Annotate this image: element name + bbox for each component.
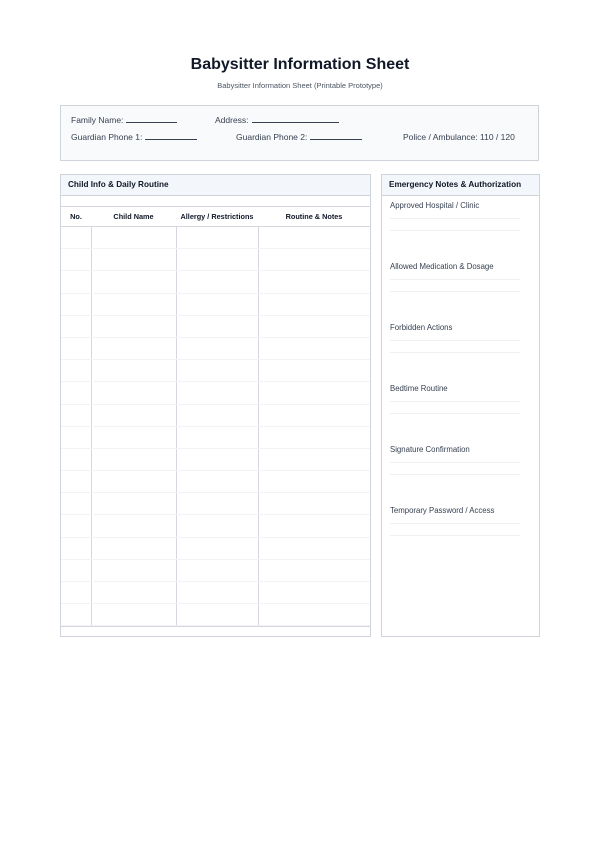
cell-routine[interactable] xyxy=(258,404,370,426)
guardian-phone-1-blank[interactable] xyxy=(145,138,197,140)
address-blank[interactable] xyxy=(252,121,339,123)
cell-allergy[interactable] xyxy=(176,582,258,604)
family-name-field[interactable] xyxy=(71,115,177,125)
cell-child-name[interactable] xyxy=(91,249,176,271)
cell-no[interactable] xyxy=(61,315,91,337)
cell-routine[interactable] xyxy=(258,227,370,249)
address-field[interactable] xyxy=(215,115,339,125)
guardian-phone-2-label: Guardian Phone 2: xyxy=(236,132,308,142)
note-write-line[interactable] xyxy=(390,401,520,402)
table-row xyxy=(61,382,370,404)
cell-no[interactable] xyxy=(61,604,91,626)
note-item xyxy=(382,318,539,379)
col-no: No. xyxy=(61,207,91,227)
cell-routine[interactable] xyxy=(258,293,370,315)
cell-no[interactable] xyxy=(61,515,91,537)
cell-allergy[interactable] xyxy=(176,537,258,559)
table-row xyxy=(61,582,370,604)
cell-no[interactable] xyxy=(61,537,91,559)
cell-routine[interactable] xyxy=(258,537,370,559)
cell-no[interactable] xyxy=(61,249,91,271)
note-label: Signature Confirmation xyxy=(390,445,470,454)
address-label: Address: xyxy=(215,115,249,125)
child-table xyxy=(61,207,370,626)
guardian-phone-1-label: Guardian Phone 1: xyxy=(71,132,143,142)
cell-no[interactable] xyxy=(61,559,91,581)
cell-allergy[interactable] xyxy=(176,227,258,249)
cell-child-name[interactable] xyxy=(91,382,176,404)
cell-routine[interactable] xyxy=(258,315,370,337)
cell-no[interactable] xyxy=(61,271,91,293)
cell-no[interactable] xyxy=(61,227,91,249)
table-row xyxy=(61,537,370,559)
cell-allergy[interactable] xyxy=(176,471,258,493)
cell-routine[interactable] xyxy=(258,582,370,604)
note-item xyxy=(382,440,539,501)
emergency-panel xyxy=(381,174,540,637)
table-footer xyxy=(61,626,370,638)
note-write-line[interactable] xyxy=(390,218,520,219)
cell-child-name[interactable] xyxy=(91,493,176,515)
cell-child-name[interactable] xyxy=(91,271,176,293)
cell-no[interactable] xyxy=(61,337,91,359)
cell-no[interactable] xyxy=(61,426,91,448)
note-write-line[interactable] xyxy=(390,462,520,463)
child-panel-title: Child Info & Daily Routine xyxy=(61,175,370,196)
cell-allergy[interactable] xyxy=(176,271,258,293)
cell-allergy[interactable] xyxy=(176,315,258,337)
note-label: Forbidden Actions xyxy=(390,323,453,332)
cell-routine[interactable] xyxy=(258,271,370,293)
cell-routine[interactable] xyxy=(258,337,370,359)
cell-child-name[interactable] xyxy=(91,315,176,337)
page-subtitle: Babysitter Information Sheet (Printable Prototype) xyxy=(217,81,383,90)
note-write-line[interactable] xyxy=(390,291,520,292)
note-write-line[interactable] xyxy=(390,279,520,280)
cell-routine[interactable] xyxy=(258,249,370,271)
table-header-row xyxy=(61,207,370,227)
cell-no[interactable] xyxy=(61,404,91,426)
cell-routine[interactable] xyxy=(258,382,370,404)
note-item xyxy=(382,257,539,318)
page-title: Babysitter Information Sheet xyxy=(190,56,410,73)
table-row xyxy=(61,271,370,293)
table-row xyxy=(61,337,370,359)
table-row xyxy=(61,493,370,515)
cell-child-name[interactable] xyxy=(91,426,176,448)
table-row xyxy=(61,604,370,626)
cell-child-name[interactable] xyxy=(91,471,176,493)
table-row xyxy=(61,404,370,426)
cell-allergy[interactable] xyxy=(176,448,258,470)
note-label: Bedtime Routine xyxy=(390,384,448,393)
cell-child-name[interactable] xyxy=(91,337,176,359)
family-info-box xyxy=(60,105,539,161)
table-row xyxy=(61,315,370,337)
cell-routine[interactable] xyxy=(258,448,370,470)
note-write-line[interactable] xyxy=(390,352,520,353)
cell-routine[interactable] xyxy=(258,604,370,626)
guardian-phone-1-field[interactable] xyxy=(71,132,197,142)
cell-allergy[interactable] xyxy=(176,293,258,315)
cell-routine[interactable] xyxy=(258,493,370,515)
cell-no[interactable] xyxy=(61,382,91,404)
cell-routine[interactable] xyxy=(258,515,370,537)
cell-allergy[interactable] xyxy=(176,604,258,626)
table-row xyxy=(61,360,370,382)
table-row xyxy=(61,227,370,249)
family-name-blank[interactable] xyxy=(126,121,177,123)
cell-no[interactable] xyxy=(61,293,91,315)
cell-allergy[interactable] xyxy=(176,382,258,404)
cell-child-name[interactable] xyxy=(91,537,176,559)
child-info-panel xyxy=(60,174,371,637)
cell-child-name[interactable] xyxy=(91,293,176,315)
cell-no[interactable] xyxy=(61,448,91,470)
cell-allergy[interactable] xyxy=(176,493,258,515)
cell-child-name[interactable] xyxy=(91,604,176,626)
cell-child-name[interactable] xyxy=(91,559,176,581)
note-label: Approved Hospital / Clinic xyxy=(390,201,480,210)
emergency-panel-title: Emergency Notes & Authorization xyxy=(382,175,539,196)
cell-allergy[interactable] xyxy=(176,337,258,359)
table-row xyxy=(61,293,370,315)
table-row xyxy=(61,559,370,581)
note-label: Allowed Medication & Dosage xyxy=(390,262,494,271)
table-row xyxy=(61,448,370,470)
cell-child-name[interactable] xyxy=(91,515,176,537)
cell-routine[interactable] xyxy=(258,360,370,382)
cell-allergy[interactable] xyxy=(176,515,258,537)
cell-allergy[interactable] xyxy=(176,559,258,581)
cell-no[interactable] xyxy=(61,582,91,604)
note-item xyxy=(382,501,539,562)
cell-child-name[interactable] xyxy=(91,360,176,382)
cell-no[interactable] xyxy=(61,493,91,515)
table-row xyxy=(61,471,370,493)
note-item xyxy=(382,196,539,257)
cell-allergy[interactable] xyxy=(176,426,258,448)
table-row xyxy=(61,515,370,537)
note-write-line[interactable] xyxy=(390,474,520,475)
note-write-line[interactable] xyxy=(390,230,520,231)
cell-child-name[interactable] xyxy=(91,404,176,426)
note-write-line[interactable] xyxy=(390,535,520,536)
cell-child-name[interactable] xyxy=(91,227,176,249)
note-write-line[interactable] xyxy=(390,523,520,524)
cell-child-name[interactable] xyxy=(91,448,176,470)
col-routine: Routine & Notes xyxy=(258,207,370,227)
cell-no[interactable] xyxy=(61,360,91,382)
cell-routine[interactable] xyxy=(258,559,370,581)
family-name-label: Family Name: xyxy=(71,115,124,125)
cell-allergy[interactable] xyxy=(176,249,258,271)
cell-routine[interactable] xyxy=(258,471,370,493)
cell-allergy[interactable] xyxy=(176,360,258,382)
cell-no[interactable] xyxy=(61,471,91,493)
col-allergy: Allergy / Restrictions xyxy=(176,207,258,227)
cell-routine[interactable] xyxy=(258,426,370,448)
cell-child-name[interactable] xyxy=(91,582,176,604)
table-row xyxy=(61,426,370,448)
note-write-line[interactable] xyxy=(390,413,520,414)
table-row xyxy=(61,249,370,271)
cell-allergy[interactable] xyxy=(176,404,258,426)
note-item xyxy=(382,379,539,440)
guardian-phone-2-field[interactable] xyxy=(236,132,362,142)
note-write-line[interactable] xyxy=(390,340,520,341)
panel-spacer xyxy=(61,196,370,207)
emergency-numbers: Police / Ambulance: 110 / 120 xyxy=(403,132,515,142)
guardian-phone-2-blank[interactable] xyxy=(310,138,362,140)
col-child-name: Child Name xyxy=(91,207,176,227)
note-label: Temporary Password / Access xyxy=(390,506,495,515)
